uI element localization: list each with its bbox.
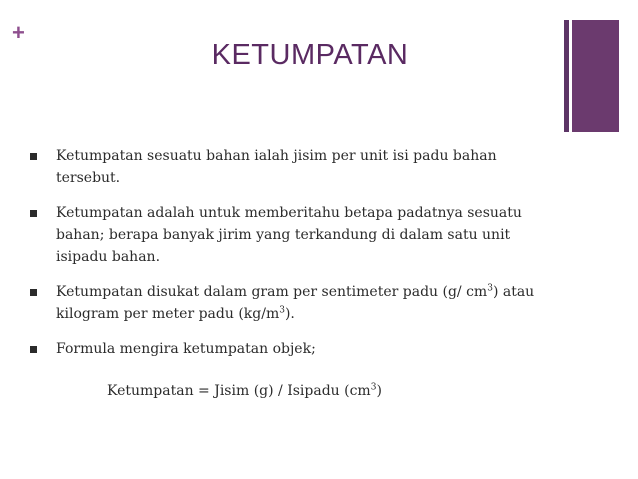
slide-title: KETUMPATAN bbox=[211, 39, 409, 71]
square-bullet-icon bbox=[30, 210, 37, 217]
formula-text: Ketumpatan = Jisim (g) / Isipadu (cm bbox=[107, 383, 371, 399]
square-bullet-icon bbox=[30, 289, 37, 296]
formula-line bbox=[107, 380, 382, 402]
formula-close: ) bbox=[376, 383, 382, 399]
bullet-text: Formula mengira ketumpatan objek; bbox=[56, 341, 316, 357]
decorative-bar-thick bbox=[572, 20, 619, 132]
bullet-item bbox=[30, 202, 550, 268]
decorative-bar-thin bbox=[564, 20, 569, 132]
bullet-text: Ketumpatan adalah untuk memberitahu betapa padatnya sesuatu bahan; berapa banyak jirim yang terkandung di dalam satu unit isipadu bahan. bbox=[56, 205, 522, 265]
bullet-text: Ketumpatan sesuatu bahan ialah jisim per unit isi padu bahan tersebut. bbox=[56, 148, 497, 186]
bullet-item bbox=[30, 145, 550, 189]
bullet-text-part: Ketumpatan disukat dalam gram per sentimeter padu (g/ cm bbox=[56, 284, 488, 300]
square-bullet-icon bbox=[30, 153, 37, 160]
bullet-list bbox=[30, 145, 550, 373]
bullet-text-part: ) atau kilogram per meter padu (kg/m bbox=[56, 284, 535, 322]
bullet-item bbox=[30, 338, 550, 360]
bullet-text-part: ). bbox=[284, 306, 295, 322]
square-bullet-icon bbox=[30, 346, 37, 353]
superscript: 3 bbox=[370, 382, 377, 393]
superscript: 3 bbox=[487, 283, 493, 294]
bullet-item bbox=[30, 281, 550, 325]
superscript: 3 bbox=[279, 305, 285, 316]
plus-icon: + bbox=[12, 20, 25, 45]
